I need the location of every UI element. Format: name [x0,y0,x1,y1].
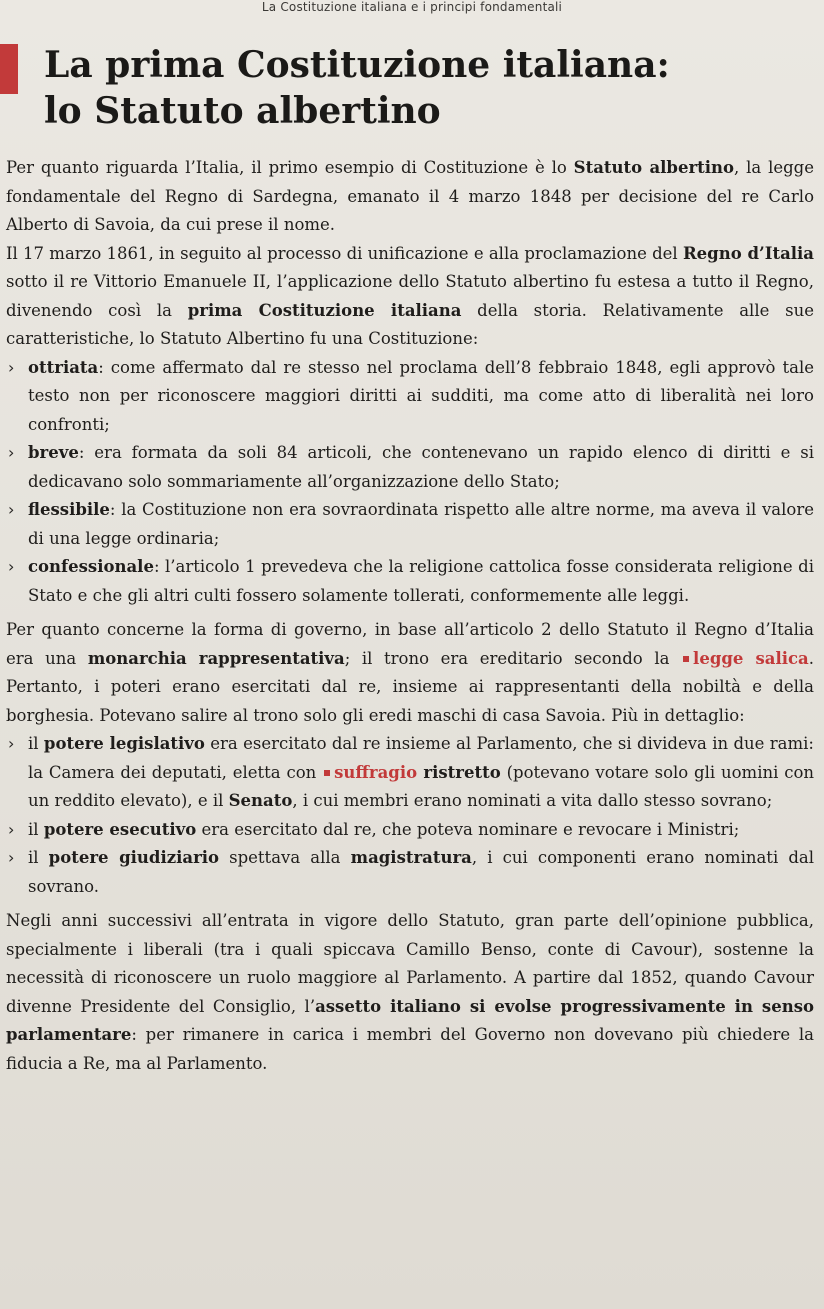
bold-term: Regno d’Italia [682,243,814,263]
powers-list [6,730,814,901]
paragraph-intro [6,154,814,240]
bold-term: flessibile [28,500,110,519]
bold-term: Senato [228,791,293,810]
bold-term: potere esecutivo [43,819,197,839]
text: Negli anni successivi all’entrata in vigore dello Statuto, gran parte dell’opinione pubblica, specialmente i liberali (tra i quali spiccava Camillo Benso, conte di Cavour), sostenne la necessità di riconoscere un ruolo maggiore al Parlamento. A partire dal 1852, quando Cavour divenne Presidente del Consiglio, l’ [6,911,814,1016]
bold-term: Statuto albertino [573,158,735,177]
title-line-2: lo Statuto albertino [44,90,441,132]
list-item [6,553,814,610]
list-item-judicial [6,844,814,901]
bold-term: ristretto [417,762,501,782]
chevron-right-icon: › [8,500,15,519]
body-text [6,154,814,1078]
features-list [6,354,814,611]
glossary-term-link[interactable]: suffragio [334,762,418,782]
text: ; il trono era ereditario secondo la [344,648,682,668]
text: era esercitato dal re insieme al Parlamento, che si divideva in due rami: la Camera dei deputati, eletta con [28,734,814,782]
text: : l’articolo 1 prevedeva che la religione cattolica fosse considerata religione di Stato e che gli altri culti fossero solamente tollerati, conformemente alle leggi. [28,557,814,605]
text: : la Costituzione non era sovraordinata rispetto alle altre norme, ma aveva il valore di una legge ordinaria; [28,500,814,548]
text: sotto il re Vittorio Emanuele II, l’applicazione dello Statuto albertino fu estesa a tutto il Regno, divenendo così la [6,272,814,320]
text: , i cui componenti erano nominati dal sovrano. [28,848,814,896]
section-title [44,42,670,134]
section-marker [0,44,18,94]
bold-term: monarchia rappresentativa [87,648,345,668]
text: della storia. Relativamente alle sue caratteristiche, lo Statuto Albertino fu una Costituzione: [6,300,814,348]
paragraph-government [6,616,814,730]
text: . Pertanto, i poteri erano esercitati dal re, insieme ai rappresentanti della nobiltà e della borghesia. Potevano salire al trono solo gli eredi maschi di casa Savoia. Più in dettaglio: [6,648,814,725]
list-item-legislative [6,730,814,816]
text: Per quanto concerne la forma di governo, in base all’articolo 2 dello Statuto il Regno d’Italia era una [6,620,814,668]
text: Il 17 marzo 1861, in seguito al processo di unificazione e alla proclamazione del [6,243,683,263]
text: il [28,848,49,867]
text: il [28,734,44,753]
paragraph-parliamentary [6,907,814,1078]
list-item [6,439,814,496]
text: , i cui membri erano nominati a vita dallo stesso sovrano; [292,791,773,810]
text: (potevano votare solo gli uomini con un reddito elevato), e il [28,762,815,810]
bold-term: prima Costituzione italiana [187,300,462,320]
bold-term: potere giudiziario [48,848,220,867]
glossary-marker-icon [324,770,330,776]
chevron-right-icon: › [8,443,15,462]
chevron-right-icon: › [8,557,15,576]
chevron-right-icon: › [8,357,15,377]
list-item [6,496,814,553]
text: era esercitato dal re, che poteva nominare e revocare i Ministri; [196,819,740,839]
bold-term: breve [28,443,79,462]
list-item [6,354,814,440]
glossary-marker-icon [683,656,689,662]
chevron-right-icon: › [8,734,15,753]
bold-term: ottriata [28,357,99,377]
paragraph-unification [6,240,814,354]
text: il [28,819,44,839]
chevron-right-icon: › [8,848,15,867]
text: spettava alla [219,848,351,867]
text: : come affermato dal re stesso nel proclama dell’8 febbraio 1848, egli approvò tale testo non per riconoscere maggiori diritti ai sudditi, ma come atto di liberalità nei loro confronti; [28,357,814,434]
bold-term: potere legislativo [43,734,205,753]
glossary-term-link[interactable]: legge salica [693,648,809,668]
text: : era formata da soli 84 articoli, che contenevano un rapido elenco di diritti e si dedicavano solo sommariamente all’organizzazione dello Stato; [28,443,814,491]
bold-term: confessionale [28,557,154,576]
running-header: La Costituzione italiana e i principi fondamentali [261,0,563,14]
bold-term: assetto italiano si evolse progressivamente in senso parlamentare [6,996,815,1044]
list-item-executive [6,816,814,845]
text: , la legge fondamentale del Regno di Sardegna, emanato il 4 marzo 1848 per decisione del re Carlo Alberto di Savoia, da cui prese il nome. [6,158,815,234]
text: Per quanto riguarda l’Italia, il primo esempio di Costituzione è lo [6,158,574,177]
text: : per rimanere in carica i membri del Governo non dovevano più chiedere la fiducia a Re, ma al Parlamento. [6,1025,814,1073]
bold-term: magistratura [350,848,472,867]
title-line-1: La prima Costituzione italiana: [44,44,670,86]
chevron-right-icon: › [8,819,15,839]
